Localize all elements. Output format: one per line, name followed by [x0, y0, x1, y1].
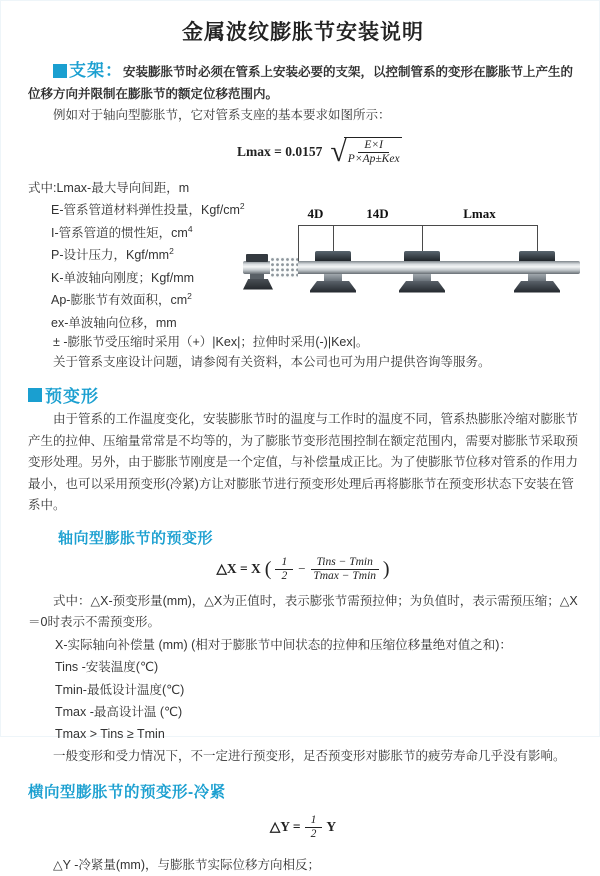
guide-support-icon [315, 251, 351, 261]
formula-numerator: E×I [358, 139, 389, 153]
definition-line: ex-单波轴向位移，mm [51, 316, 177, 331]
guide-support-icon [404, 251, 440, 261]
dim-label-14d: 14D [366, 205, 389, 221]
bellows-joint-icon [270, 257, 298, 278]
lateral-note: △Y -冷紧量(mm)，与膨胀节实际位移方向相反； [53, 857, 321, 872]
support-section-heading: 支架： [69, 61, 123, 80]
lmax-formula [237, 135, 578, 169]
pipe-support-diagram [243, 205, 580, 301]
lateral-subheading: 横向型膨胀节的预变形-冷紧 [28, 783, 226, 801]
axial-explain: 式中：△X-预变形量(mm)，△X为正值时，表示膨张节需预拉伸；为负值时，表示需预压缩；△X＝0时表示不需预变形。 [28, 593, 578, 630]
definitions-and-diagram [28, 175, 578, 333]
radical-sign-icon: √ [330, 134, 347, 168]
predeform-paragraph: 由于管系的工作温度变化，安装膨胀节时的温度与工作时的温度不同，管系热膨胀冷缩对膨胀节产生的拉伸、压缩量常常是不均等的，为了膨胀节变形范围控制在额定范围内，需要对膨胀节采取预变形处理。另外，由于膨胀节刚度是一个定值，与补偿量成正比。为了使膨胀节位移对管系的作用力最小，也可以采用预变形(冷紧)方让对膨胀节进行预变形处理后再将膨胀节在预变形状态下安装在管系中。 [28, 412, 579, 513]
axial-item: Tmax -最高设计温 (℃) [55, 704, 183, 719]
page-title: 金属波纹膨胀节安装说明 [182, 21, 424, 44]
anchor-support-icon [246, 254, 268, 262]
axial-formula: △X = X ( $\frac{1}{2}$ − $\frac{\text{Tins − Tmin}}{Tmax - Tmin}$ ) [216, 555, 390, 582]
sqrt-expression [330, 134, 401, 168]
formula-denominator: P×Ap±Kex [347, 153, 400, 165]
definition-line: I-管系管道的惯性矩，$cm^4$ [51, 223, 193, 240]
definition-line: E-管系管道材料弹性投量，Kgf/$cm^2$ [51, 201, 245, 218]
plus-minus-note: ± -膨胀节受压缩时采用（+）|Kex|；拉伸时采用(-)|Kex|。 [53, 335, 369, 350]
support-intro-text: 安装膨胀节时必须在管系上安装必要的支架，以控制管系的变形在膨胀节上产生的位移方向并限制在膨胀节的额定位移范围内。 [28, 65, 574, 101]
predeform-section-heading [28, 382, 578, 407]
definition-line: K-单波轴向刚度；Kgf/mm [51, 270, 195, 285]
section-marker-icon [53, 64, 67, 78]
definition-line: Ap-膨胀节有效面积，$cm^2$ [51, 291, 192, 308]
axial-definition-list [28, 634, 578, 768]
guide-support-icon [519, 251, 555, 261]
consult-note: 关于管系支座设计问题，请参阅有关资料，本公司也可为用户提供咨询等服务。 [53, 355, 491, 370]
axial-item: 一般变形和受力情况下，不一定进行预变形，足否预变形对膨胀节的疲劳寿命几乎没有影响。 [53, 749, 566, 764]
dimension-tick [298, 225, 299, 262]
support-example-line: 例如对于轴向型膨胀节，它对管系支座的基本要求如图所示： [53, 108, 391, 122]
axial-item: Tmax > Tins ≥ Tmin [55, 727, 165, 742]
definition-line: 式中:Lmax-最大导向间距，m [28, 180, 190, 195]
dim-label-lmax: Lmax [463, 205, 496, 221]
axial-item: Tins -安装温度(℃) [55, 660, 159, 675]
minus-operator: − [298, 561, 306, 577]
lmax-formula-lhs: Lmax = 0.0157 [237, 143, 323, 159]
lateral-formula-rhs: Y [326, 819, 337, 835]
support-intro-paragraph [28, 60, 578, 105]
axial-item: X-实际轴向补偿量 (mm) (相对于膨胀节中间状态的拉伸和压缩位移量绝对值之和)： [55, 637, 512, 652]
close-paren: ) [382, 558, 390, 581]
axial-item: Tmin-最低设计温度(℃) [55, 682, 185, 697]
dim-label-4d: 4D [307, 205, 324, 221]
lateral-formula: △Y = $\frac{1}{2}$ Y [269, 813, 337, 840]
definition-line: P-设计压力，Kgf/$mm^2$ [51, 246, 174, 263]
axial-subheading: 轴向型膨胀节的预变形 [58, 529, 214, 547]
open-paren: ( [264, 558, 272, 581]
lateral-formula-lhs: △Y = [269, 819, 301, 835]
section-marker-icon [28, 388, 42, 402]
axial-formula-lhs: △X = X [216, 561, 261, 577]
predeform-heading-label: 预变形 [45, 387, 99, 407]
